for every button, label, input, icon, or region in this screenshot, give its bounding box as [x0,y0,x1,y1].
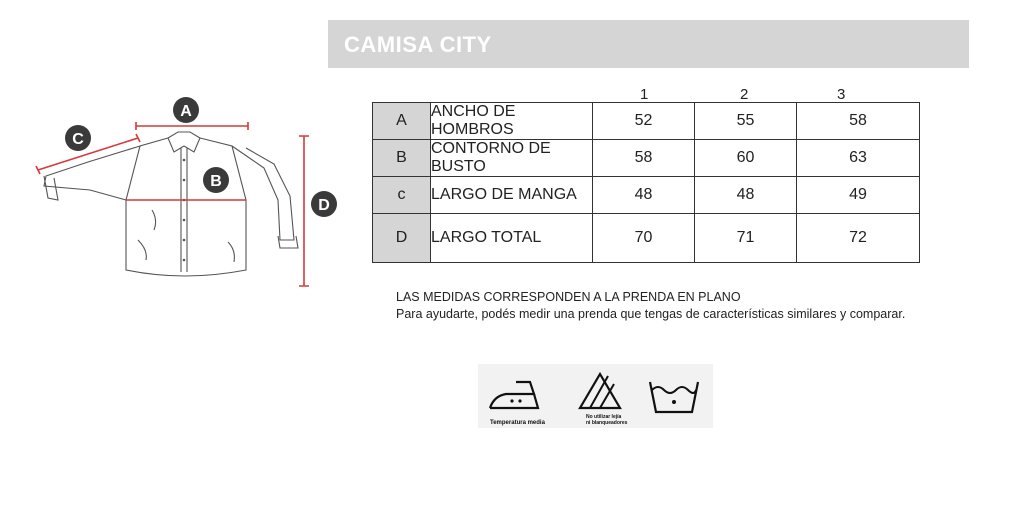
shirt-buttons [183,159,186,262]
bleach-caption-line2: ni blanqueadores [586,420,628,426]
cell-value: 48 [593,177,695,214]
badge-a [173,97,199,123]
page-title: CAMISA CITY [344,32,492,57]
bleach-caption-line1: No utilizar lejía [586,414,622,420]
cell-value: 70 [593,214,695,263]
cell-value: 58 [593,140,695,177]
shirt-outline [44,132,298,276]
column-header-2: 2 [740,86,749,103]
badge-a-label: A [180,103,192,120]
badge-b [203,167,229,193]
badge-d-label: D [318,197,330,214]
iron-caption: Temperatura media [490,420,545,426]
table-row [373,103,920,140]
cell-value: 49 [797,177,920,214]
title-bar [328,20,969,68]
row-letter: c [373,177,431,214]
column-header-3: 3 [837,86,846,103]
cell-value: 71 [695,214,797,263]
badge-c-label: C [72,131,84,148]
measurement-note: LAS MEDIDAS CORRESPONDEN A LA PRENDA EN PLANO [396,290,741,304]
cell-value: 60 [695,140,797,177]
row-letter: B [373,140,431,177]
row-label: LARGO DE MANGA [431,177,593,214]
comparison-note: Para ayudarte, podés medir una prenda que tengas de características similares y comparar. [396,307,906,321]
shirt-diagram [28,90,348,290]
iron-medium-temperature-icon [486,374,546,414]
cell-value: 63 [797,140,920,177]
badge-b-label: B [210,173,222,190]
cell-value: 52 [593,103,695,140]
badge-c [65,125,91,151]
row-letter: A [373,103,431,140]
table-row [373,177,920,214]
cell-value: 72 [797,214,920,263]
row-label: CONTORNO DE BUSTO [431,140,593,177]
cell-value: 58 [797,103,920,140]
column-header-1: 1 [640,86,649,103]
row-letter: D [373,214,431,263]
cell-value: 48 [695,177,797,214]
table-row [373,214,920,263]
care-symbols [478,364,713,428]
row-label: ANCHO DE HOMBROS [431,103,593,140]
badge-d [311,191,337,217]
table-row [373,140,920,177]
wash-30-icon [646,376,702,416]
cell-value: 55 [695,103,797,140]
size-table [372,102,920,263]
row-label: LARGO TOTAL [431,214,593,263]
no-bleach-icon [576,370,624,412]
